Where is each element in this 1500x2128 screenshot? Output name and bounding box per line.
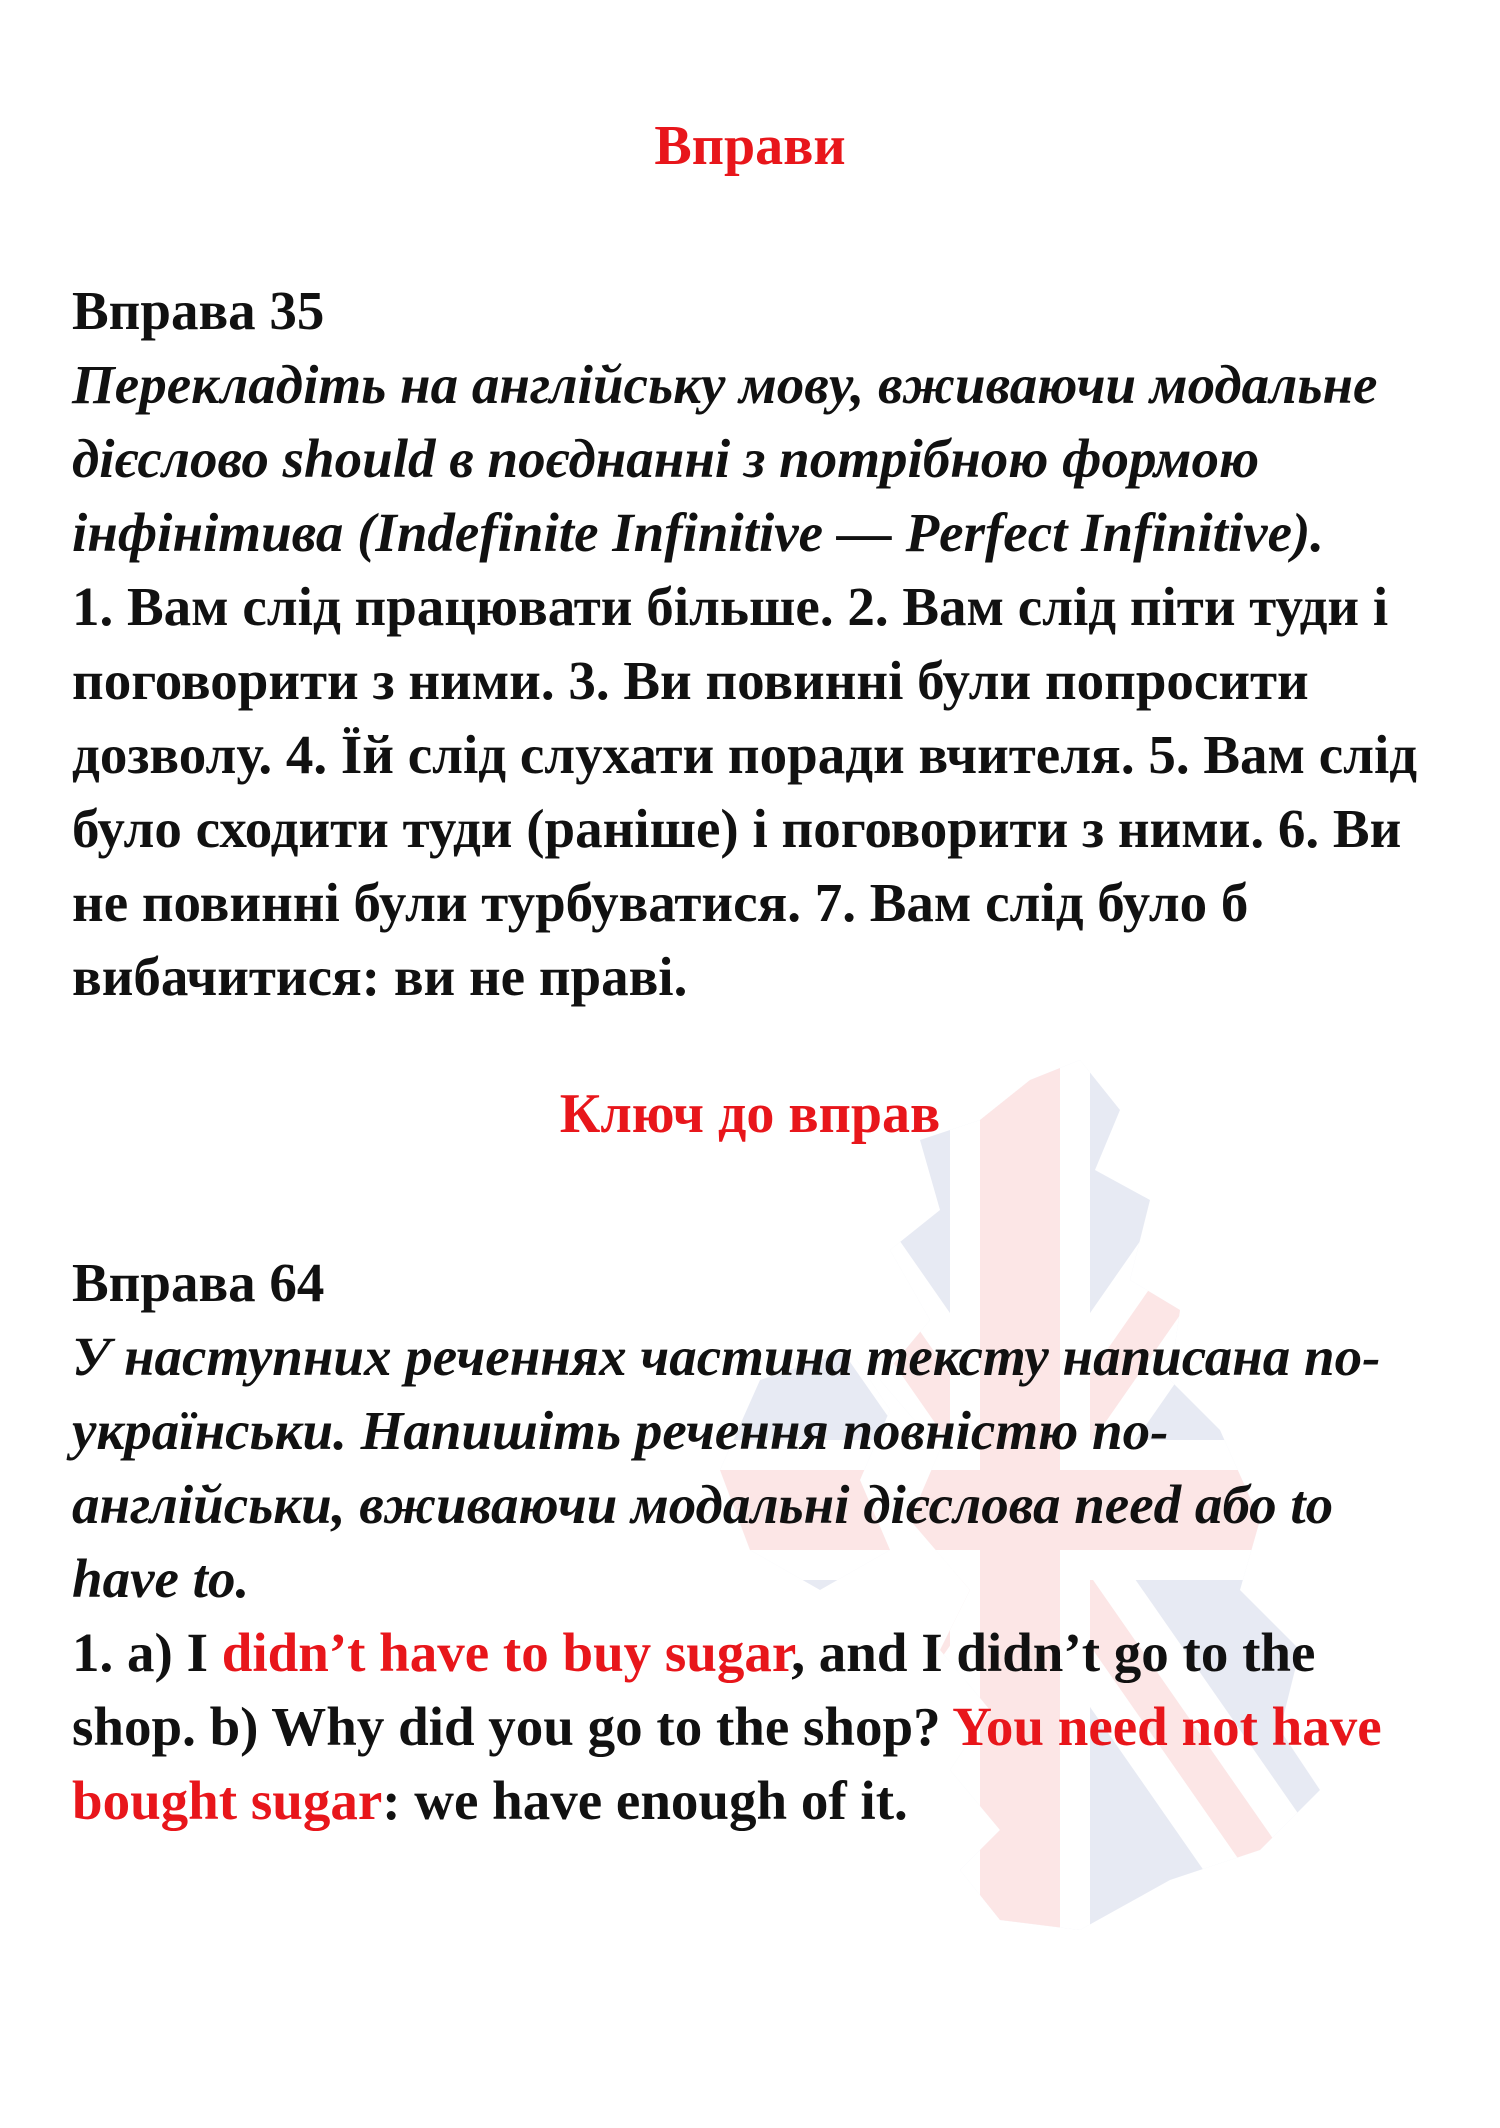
exercise-64 (72, 1246, 1428, 1838)
answer-text: , and I didn’t go to the shop. b) Why did you go to the shop? (72, 1622, 1316, 1757)
answer-highlight: You need not have bought sugar (72, 1696, 1382, 1831)
exercise-35-title: Вправа 35 (72, 280, 325, 341)
answer-highlight: didn’t have to buy sugar (221, 1622, 792, 1683)
answer-key-heading: Ключ до вправ (559, 1083, 941, 1145)
exercise-35-text: 1. Вам слід працювати більше. 2. Вам слід піти туди і поговорити з ними. 3. Ви повинні були попросити дозволу. 4. Їй слід слухати поради вчителя. 5. Вам слід було сходити туди (раніше) і поговорити з ними. 6. Ви не повинні були турбуватися. 7. Вам слід було б вибачитися: ви не праві. (72, 576, 1418, 1007)
exercise-64-instruction: У наступних реченнях частина тексту написана по-українськи. Напишіть речення повністю по-англійськи, вживаючи модальні дієслова need або to have to. (72, 1326, 1381, 1609)
exercise-64-title: Вправа 64 (72, 1252, 325, 1313)
exercise-35-instruction: Перекладіть на англійську мову, вживаючи модальне дієслово should в поєднанні з потрібною формою інфінітива (Indefinite Infinitive — Perfect Infinitive). (72, 354, 1378, 563)
answer-text: 1. a) I (72, 1622, 222, 1683)
exercise-64-answer (72, 1616, 1428, 1838)
exercises-heading: Вправи (654, 115, 846, 177)
exercise-35 (72, 274, 1428, 1014)
answer-text: : we have enough of it. (382, 1770, 908, 1831)
